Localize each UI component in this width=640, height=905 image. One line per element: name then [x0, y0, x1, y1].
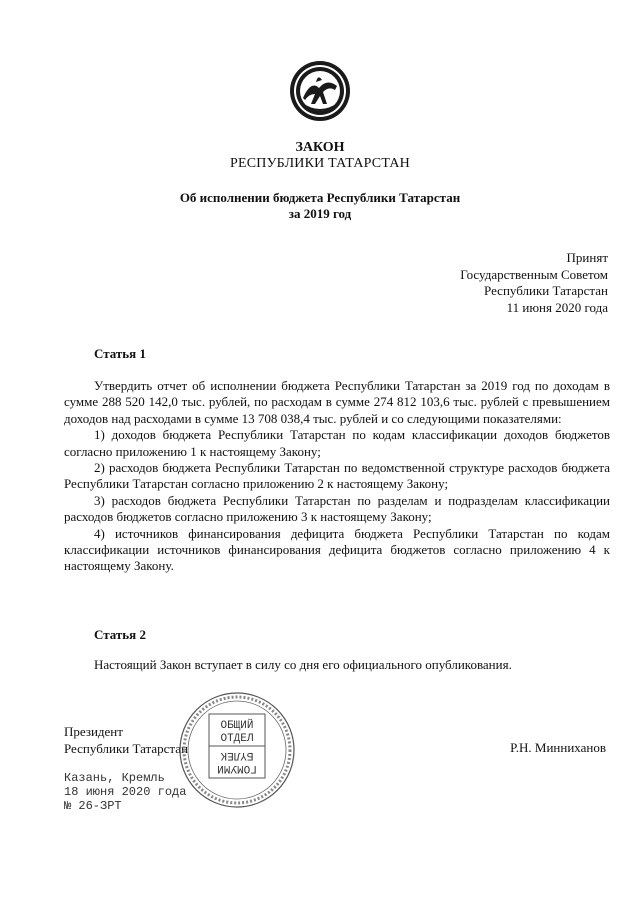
seal-text: ГОМУМИ [217, 762, 257, 774]
law-title: ЗАКОН [295, 140, 345, 155]
article-paragraph: Утвердить отчет об исполнении бюджета Республики Татарстан за 2019 год по доходам в сумме 288 520 142,0 тыс. рублей, по расходам в сумме 274 812 103,6 тыс. рублей с превышением доходов над расходами в сумме 13 708 038,4 тыс. рублей и со следующими показателями: [64, 378, 610, 426]
acceptance-line: Государственным Советом [460, 266, 608, 282]
tatarstan-emblem-icon [289, 60, 351, 122]
signatory-position [64, 724, 188, 757]
law-subtitle: РЕСПУБЛИКИ ТАТАРСТАН [229, 156, 410, 171]
seal-text: ОТДЕЛ [220, 733, 254, 745]
article-2-body: Настоящий Закон вступает в силу со дня его официального опубликования. [94, 657, 512, 672]
law-name [0, 190, 640, 222]
signatory-position-line: Президент [64, 724, 123, 739]
article-paragraph: 3) расходов бюджета Республики Татарстан по разделам и подразделам классификации расходов бюджетов согласно приложению 3 к настоящему Закону; [64, 492, 610, 525]
acceptance-block [460, 250, 608, 316]
article-1-heading: Статья 1 [94, 346, 146, 361]
article-1-body [64, 378, 610, 575]
law-name-line: за 2019 год [288, 206, 352, 221]
article-paragraph: 4) источников финансирования дефицита бюджета Республики Татарстан по кодам классификации источников финансирования дефицита бюджетов согласно приложению 4 к настоящему Закону. [64, 525, 610, 574]
registration-date: 18 июня 2020 года [64, 785, 187, 799]
signatory-name: Р.Н. Минниханов [510, 740, 606, 755]
acceptance-line: Республики Татарстан [484, 283, 608, 298]
signatory-position-line: Республики Татарстан [64, 740, 188, 756]
registration-number: № 26-ЗРТ [64, 799, 122, 813]
registration-place: Казань, Кремль [64, 771, 165, 785]
article-paragraph: 1) доходов бюджета Республики Татарстан по кодам классификации доходов бюджетов согласно приложению 1 к настоящему Закону; [64, 427, 610, 459]
official-seal-stamp [177, 690, 297, 810]
seal-text: БҮЛЕК [220, 749, 254, 761]
acceptance-date: 11 июня 2020 года [506, 299, 608, 315]
registration-stamp [64, 771, 186, 813]
acceptance-line: Принят [566, 250, 608, 265]
article-2-heading: Статья 2 [94, 627, 146, 642]
law-name-line: Об исполнении бюджета Республики Татарстан [179, 190, 461, 205]
seal-text: ОБЩИЙ [220, 720, 254, 732]
article-paragraph: 2) расходов бюджета Республики Татарстан по ведомственной структуре расходов бюджета Республики Татарстан согласно приложению 2 к настоящему Закону; [64, 460, 610, 492]
